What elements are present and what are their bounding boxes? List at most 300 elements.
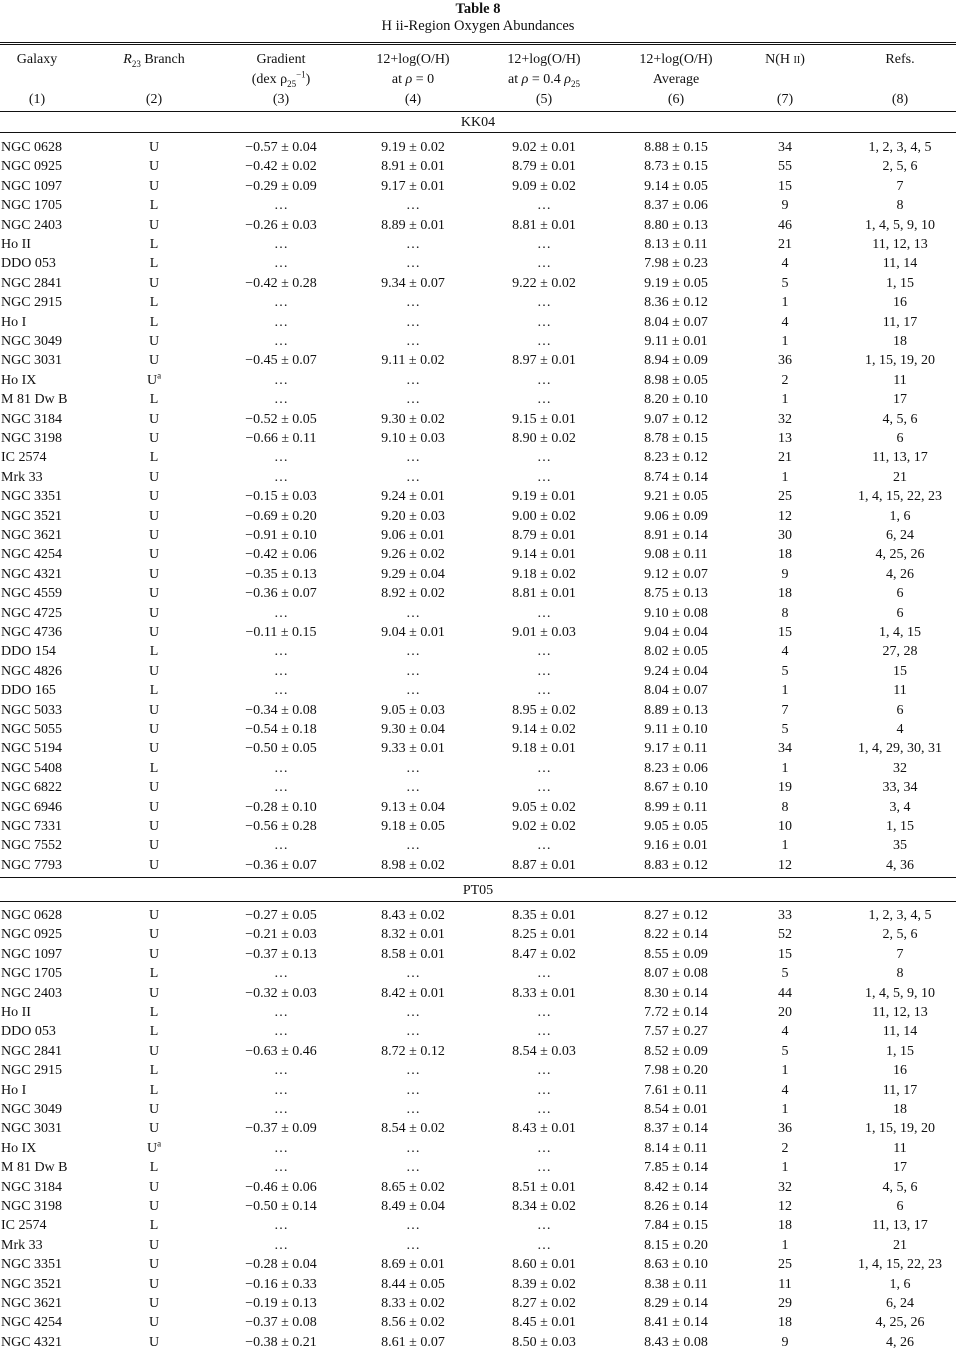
cell-oh-center: … (406, 1082, 420, 1098)
cell-refs: 2, 5, 6 (882, 159, 918, 175)
cell-oh-average: 9.19 ± 0.05 (644, 275, 708, 291)
cell-oh-center: … (406, 392, 420, 408)
cell-oh-center: 9.05 ± 0.03 (381, 702, 445, 718)
cell-galaxy: NGC 1705 (1, 966, 63, 982)
cell-refs: 8 (896, 198, 904, 214)
cell-galaxy: Ho II (1, 1005, 31, 1020)
cell-oh-04: 8.54 ± 0.03 (512, 1043, 576, 1059)
cell-n-hii: 5 (781, 966, 789, 982)
cell-oh-center: 8.72 ± 0.12 (381, 1043, 445, 1059)
cell-gradient: … (274, 372, 288, 388)
cell-oh-center: 8.91 ± 0.01 (381, 159, 445, 175)
cell-oh-04: 9.02 ± 0.01 (512, 140, 576, 155)
cell-oh-average: 8.74 ± 0.14 (644, 469, 708, 485)
cell-galaxy: NGC 1705 (1, 198, 63, 214)
cell-oh-average: 8.04 ± 0.07 (644, 683, 708, 699)
cell-oh-center: 9.04 ± 0.01 (381, 625, 445, 640)
table-row (0, 906, 956, 925)
cell-n-hii: 12 (778, 1199, 792, 1214)
cell-gradient: −0.50 ± 0.05 (245, 741, 317, 757)
cell-refs: 4, 25, 26 (875, 1315, 925, 1331)
cell-galaxy: NGC 4254 (1, 1315, 63, 1331)
cell-oh-04: 8.87 ± 0.01 (512, 857, 576, 873)
cell-refs: 1, 4, 5, 9, 10 (865, 985, 935, 1001)
cell-oh-center: 9.34 ± 0.07 (381, 275, 445, 291)
header-oh-04: 12+log(O/H) (507, 52, 581, 67)
cell-oh-center: 9.18 ± 0.05 (381, 819, 445, 834)
cell-gradient: −0.16 ± 0.33 (245, 1276, 317, 1292)
cell-galaxy: NGC 0628 (1, 908, 63, 923)
cell-oh-center: … (406, 663, 420, 679)
cell-branch: L (149, 1063, 159, 1079)
cell-n-hii: 12 (778, 508, 792, 524)
cell-oh-04: 8.50 ± 0.03 (512, 1334, 576, 1350)
cell-branch: U (148, 605, 160, 621)
table-row (0, 507, 956, 526)
cell-oh-center: … (406, 1063, 420, 1079)
table-row (0, 925, 956, 944)
cell-gradient: … (274, 683, 288, 699)
cell-oh-center: 9.33 ± 0.01 (381, 741, 445, 757)
table-row (0, 1081, 956, 1100)
cell-branch: L (149, 295, 159, 311)
cell-oh-average: 9.12 ± 0.07 (644, 566, 708, 582)
cell-refs: 16 (893, 295, 907, 311)
cell-oh-04: 8.45 ± 0.01 (512, 1315, 576, 1331)
cell-oh-average: 7.61 ± 0.11 (644, 1082, 708, 1098)
table-row (0, 964, 956, 983)
cell-refs: 18 (893, 334, 907, 349)
table-row (0, 681, 956, 700)
cell-gradient: −0.11 ± 0.15 (245, 625, 317, 640)
cell-oh-center: 9.30 ± 0.04 (381, 722, 445, 737)
cell-refs: 1, 4, 15, 22, 23 (858, 1257, 942, 1273)
cell-galaxy: NGC 2915 (1, 1063, 63, 1079)
header-oh-04-sub: at ρ = 0.4 $\rho_{25}$ (508, 72, 580, 89)
cell-oh-04: … (537, 450, 551, 466)
cell-refs: 11 (893, 683, 907, 699)
cell-galaxy: NGC 3049 (1, 1102, 63, 1117)
cell-galaxy: Ho I (1, 314, 27, 330)
table-row (0, 856, 956, 875)
cell-oh-04: 9.14 ± 0.01 (512, 547, 576, 563)
cell-gradient: … (274, 1063, 288, 1079)
cell-galaxy: NGC 7552 (1, 838, 63, 854)
cell-galaxy: NGC 3031 (1, 1121, 63, 1137)
table-row (0, 448, 956, 467)
cell-branch: U (148, 741, 160, 757)
table-row (0, 817, 956, 836)
cell-n-hii: 1 (781, 392, 789, 408)
cell-gradient: −0.36 ± 0.07 (245, 586, 317, 602)
cell-gradient: … (274, 198, 288, 214)
cell-oh-average: 8.41 ± 0.14 (644, 1315, 708, 1331)
cell-branch: U (148, 1276, 160, 1292)
cell-refs: 11, 13, 17 (872, 1218, 928, 1234)
cell-n-hii: 9 (781, 566, 789, 582)
table-row (0, 739, 956, 758)
cell-n-hii: 5 (781, 722, 789, 737)
cell-refs: 1, 2, 3, 4, 5 (868, 140, 932, 155)
cell-n-hii: 1 (781, 295, 789, 311)
cell-oh-04: … (537, 605, 551, 621)
cell-oh-center: 9.20 ± 0.03 (381, 508, 445, 524)
cell-n-hii: 46 (778, 217, 792, 233)
cell-gradient: … (274, 256, 288, 272)
cell-branch: U (148, 1199, 160, 1214)
cell-refs: 7 (896, 946, 904, 962)
cell-gradient: −0.28 ± 0.04 (245, 1257, 317, 1273)
cell-galaxy: NGC 2841 (1, 275, 63, 291)
header-num-1: (1) (28, 92, 46, 107)
header-branch: $R_{23}$ Branch (123, 52, 185, 69)
cell-refs: 4, 26 (886, 566, 914, 582)
cell-oh-average: 8.29 ± 0.14 (644, 1296, 708, 1311)
table-subtitle: H ii-Region Oxygen Abundances (381, 18, 575, 34)
cell-galaxy: IC 2574 (1, 450, 47, 466)
cell-refs: 32 (893, 760, 907, 776)
cell-oh-center: 8.61 ± 0.07 (381, 1334, 445, 1350)
cell-gradient: … (274, 1140, 288, 1156)
header-oh-center-sub: at ρ = 0 (391, 72, 435, 87)
cell-gradient: −0.91 ± 0.10 (245, 528, 317, 543)
cell-branch: U (148, 946, 160, 962)
table-row (0, 623, 956, 642)
cell-oh-average: 8.22 ± 0.14 (644, 927, 708, 943)
cell-galaxy: DDO 053 (1, 256, 56, 272)
cell-gradient: … (274, 334, 288, 349)
cell-oh-04: … (537, 838, 551, 854)
cell-oh-center: 9.29 ± 0.04 (381, 566, 445, 582)
cell-galaxy: NGC 3351 (1, 1257, 63, 1273)
cell-branch: U (148, 489, 160, 505)
cell-refs: 6, 24 (886, 528, 914, 543)
cell-galaxy: NGC 3521 (1, 1276, 63, 1292)
cell-galaxy: NGC 6946 (1, 799, 63, 815)
cell-n-hii: 4 (781, 256, 789, 272)
cell-gradient: −0.54 ± 0.18 (245, 722, 317, 737)
cell-n-hii: 1 (781, 683, 789, 699)
cell-oh-04: 9.14 ± 0.02 (512, 722, 576, 737)
cell-branch: U (148, 547, 160, 563)
cell-branch: U (148, 508, 160, 524)
cell-oh-average: 9.07 ± 0.12 (644, 411, 708, 427)
cell-gradient: … (274, 295, 288, 311)
cell-oh-04: 9.01 ± 0.03 (512, 625, 576, 640)
cell-oh-average: 8.14 ± 0.11 (644, 1140, 708, 1156)
cell-n-hii: 55 (778, 159, 792, 175)
cell-refs: 1, 4, 15, 22, 23 (858, 489, 942, 505)
cell-oh-center: 9.06 ± 0.01 (381, 528, 445, 543)
cell-refs: 6 (896, 1199, 904, 1214)
cell-refs: 4, 36 (886, 857, 914, 873)
cell-gradient: −0.57 ± 0.04 (245, 140, 317, 155)
cell-gradient: … (274, 644, 288, 660)
cell-oh-04: 8.60 ± 0.01 (512, 1257, 576, 1273)
table-row (0, 1275, 956, 1294)
cell-n-hii: 1 (781, 760, 789, 776)
cell-oh-center: … (406, 1237, 420, 1253)
cell-n-hii: 36 (778, 353, 792, 369)
cell-oh-04: 8.90 ± 0.02 (512, 431, 576, 446)
cell-oh-average: 8.88 ± 0.15 (644, 140, 708, 155)
cell-oh-average: 8.02 ± 0.05 (644, 644, 708, 660)
cell-branch: U (148, 908, 160, 923)
cell-oh-04: 8.51 ± 0.01 (512, 1179, 576, 1195)
cell-branch: U (148, 528, 160, 543)
cell-oh-center: … (406, 760, 420, 776)
table-row (0, 235, 956, 254)
cell-galaxy: IC 2574 (1, 1218, 47, 1234)
cell-branch: U (148, 178, 160, 194)
cell-galaxy: NGC 7793 (1, 857, 63, 873)
cell-branch: U (148, 985, 160, 1001)
cell-galaxy: DDO 053 (1, 1024, 56, 1040)
header-oh-avg-sub: Average (652, 72, 700, 87)
cell-oh-average: 9.16 ± 0.01 (644, 838, 708, 854)
cell-n-hii: 25 (778, 1257, 792, 1273)
cell-oh-04: … (537, 256, 551, 272)
cell-galaxy: NGC 2403 (1, 985, 63, 1001)
cell-refs: 6, 24 (886, 1296, 914, 1311)
cell-oh-04: … (537, 295, 551, 311)
cell-refs: 6 (896, 605, 904, 621)
cell-branch: U (148, 140, 160, 155)
cell-galaxy: NGC 3184 (1, 1179, 63, 1195)
cell-refs: 33, 34 (882, 780, 918, 796)
cell-n-hii: 36 (778, 1121, 792, 1137)
cell-refs: 11, 12, 13 (872, 1005, 928, 1020)
cell-oh-average: 8.67 ± 0.10 (644, 780, 708, 796)
header-rule (0, 111, 956, 112)
cell-branch: U (148, 799, 160, 815)
cell-oh-average: 8.27 ± 0.12 (644, 908, 708, 923)
cell-branch: L (149, 392, 159, 408)
cell-branch: U (148, 780, 160, 796)
cell-oh-center: 9.30 ± 0.02 (381, 411, 445, 427)
cell-oh-center: 9.17 ± 0.01 (381, 178, 445, 194)
cell-galaxy: NGC 0925 (1, 159, 63, 175)
table-row (0, 293, 956, 312)
cell-oh-04: 9.18 ± 0.01 (512, 741, 576, 757)
cell-oh-center: 8.65 ± 0.02 (381, 1179, 445, 1195)
cell-branch: U (148, 927, 160, 943)
cell-oh-average: 8.15 ± 0.20 (644, 1237, 708, 1253)
cell-oh-04: 9.18 ± 0.02 (512, 566, 576, 582)
cell-n-hii: 8 (781, 605, 789, 621)
cell-n-hii: 34 (778, 741, 792, 757)
cell-branch: U (148, 1121, 160, 1137)
cell-branch: L (149, 314, 159, 330)
cell-n-hii: 21 (778, 237, 792, 252)
cell-oh-center: 8.32 ± 0.01 (381, 927, 445, 943)
cell-n-hii: 1 (781, 469, 789, 485)
table-row (0, 1003, 956, 1022)
cell-branch: $U^a$ (146, 370, 162, 388)
cell-refs: 11, 14 (882, 1024, 918, 1040)
header-gradient-unit: (dex $\rho_{25}^{-1}$) (251, 69, 311, 89)
table-row (0, 196, 956, 215)
cell-gradient: −0.37 ± 0.09 (245, 1121, 317, 1137)
table-row (0, 332, 956, 351)
cell-oh-center: … (406, 1160, 420, 1176)
table-row (0, 701, 956, 720)
cell-branch: L (149, 644, 159, 660)
cell-galaxy: M 81 Dw B (1, 392, 68, 408)
header-num-5: (5) (535, 92, 553, 107)
cell-oh-04: … (537, 314, 551, 330)
cell-refs: 1, 15, 19, 20 (865, 353, 935, 369)
cell-refs: 15 (893, 663, 907, 679)
cell-n-hii: 2 (781, 1140, 789, 1156)
cell-n-hii: 5 (781, 275, 789, 291)
cell-oh-average: 8.13 ± 0.11 (644, 237, 708, 252)
cell-gradient: −0.15 ± 0.03 (245, 489, 317, 505)
cell-oh-center: 8.56 ± 0.02 (381, 1315, 445, 1331)
cell-oh-average: 8.04 ± 0.07 (644, 314, 708, 330)
table-row (0, 313, 956, 332)
cell-galaxy: NGC 2403 (1, 217, 63, 233)
cell-oh-average: 8.07 ± 0.08 (644, 966, 708, 982)
table-row (0, 759, 956, 778)
cell-oh-04: 9.19 ± 0.01 (512, 489, 576, 505)
cell-branch: L (149, 1024, 159, 1040)
cell-gradient: −0.32 ± 0.03 (245, 985, 317, 1001)
cell-oh-center: 9.13 ± 0.04 (381, 799, 445, 815)
cell-refs: 27, 28 (882, 644, 918, 660)
cell-branch: U (148, 722, 160, 737)
cell-n-hii: 15 (778, 946, 792, 962)
cell-galaxy: NGC 3198 (1, 431, 63, 446)
table-row (0, 778, 956, 797)
cell-galaxy: NGC 5194 (1, 741, 63, 757)
cell-oh-04: … (537, 1063, 551, 1079)
cell-oh-center: … (406, 1024, 420, 1040)
cell-oh-average: 8.98 ± 0.05 (644, 372, 708, 388)
cell-oh-average: 8.37 ± 0.14 (644, 1121, 708, 1137)
cell-galaxy: NGC 4559 (1, 586, 63, 602)
table-row (0, 720, 956, 739)
cell-gradient: −0.19 ± 0.13 (245, 1296, 317, 1311)
cell-refs: 1, 15 (886, 819, 914, 834)
table-caption (0, 0, 956, 35)
cell-oh-04: … (537, 644, 551, 660)
cell-galaxy: NGC 7331 (1, 819, 63, 834)
header-num-8: (8) (891, 92, 909, 107)
cell-galaxy: DDO 154 (1, 644, 56, 660)
cell-oh-average: 8.20 ± 0.10 (644, 392, 708, 408)
cell-oh-04: 8.81 ± 0.01 (512, 586, 576, 602)
cell-branch: U (148, 857, 160, 873)
cell-galaxy: NGC 5033 (1, 702, 63, 718)
cell-n-hii: 4 (781, 1082, 789, 1098)
cell-refs: 1, 2, 3, 4, 5 (868, 908, 932, 923)
cell-gradient: … (274, 1102, 288, 1117)
cell-gradient: −0.52 ± 0.05 (245, 411, 317, 427)
cell-galaxy: Ho IX (1, 372, 37, 388)
cell-n-hii: 1 (781, 1160, 789, 1176)
top-rule-double (0, 44, 956, 45)
cell-n-hii: 33 (778, 908, 792, 923)
cell-n-hii: 13 (778, 431, 792, 446)
header-num-4: (4) (404, 92, 422, 107)
cell-n-hii: 9 (781, 1334, 789, 1350)
cell-n-hii: 8 (781, 799, 789, 815)
cell-oh-04: 8.34 ± 0.02 (512, 1199, 576, 1214)
cell-oh-center: … (406, 450, 420, 466)
cell-oh-average: 7.98 ± 0.20 (644, 1063, 708, 1079)
cell-oh-04: 8.35 ± 0.01 (512, 908, 576, 923)
cell-branch: L (149, 450, 159, 466)
table-row (0, 984, 956, 1003)
table-row (0, 642, 956, 661)
cell-gradient: … (274, 450, 288, 466)
cell-galaxy: Ho II (1, 237, 31, 252)
cell-refs: 11, 17 (882, 314, 918, 330)
cell-oh-center: … (406, 605, 420, 621)
cell-galaxy: NGC 3049 (1, 334, 63, 349)
table-row (0, 1119, 956, 1138)
cell-oh-center: … (406, 334, 420, 349)
table-row (0, 1158, 956, 1177)
cell-galaxy: Mrk 33 (1, 1237, 43, 1253)
cell-oh-04: … (537, 1160, 551, 1176)
cell-branch: U (148, 1237, 160, 1253)
table-row (0, 1042, 956, 1061)
cell-oh-center: 8.89 ± 0.01 (381, 217, 445, 233)
table-row (0, 410, 956, 429)
cell-gradient: … (274, 966, 288, 982)
cell-galaxy: NGC 1097 (1, 946, 63, 962)
cell-n-hii: 52 (778, 927, 792, 943)
cell-gradient: … (274, 1024, 288, 1040)
section-separator-rule (0, 877, 956, 878)
cell-oh-04: 8.79 ± 0.01 (512, 528, 576, 543)
cell-galaxy: NGC 3621 (1, 528, 63, 543)
table-row (0, 487, 956, 506)
cell-galaxy: NGC 4321 (1, 566, 63, 582)
cell-oh-04: … (537, 1237, 551, 1253)
cell-oh-04: … (537, 372, 551, 388)
section-label: KK04 (460, 115, 496, 130)
cell-gradient: −0.29 ± 0.09 (245, 178, 317, 194)
cell-gradient: −0.37 ± 0.13 (245, 946, 317, 962)
cell-galaxy: DDO 165 (1, 683, 56, 699)
cell-oh-average: 8.37 ± 0.06 (644, 198, 708, 214)
cell-oh-average: 8.23 ± 0.12 (644, 450, 708, 466)
cell-n-hii: 32 (778, 1179, 792, 1195)
cell-oh-average: 8.80 ± 0.13 (644, 217, 708, 233)
cell-gradient: … (274, 1160, 288, 1176)
cell-branch: U (148, 275, 160, 291)
cell-galaxy: NGC 4254 (1, 547, 63, 563)
cell-oh-04: … (537, 1024, 551, 1040)
cell-oh-center: 9.11 ± 0.02 (381, 353, 445, 369)
header-num-3: (3) (272, 92, 290, 107)
cell-oh-04: … (537, 1102, 551, 1117)
cell-branch: L (149, 1218, 159, 1234)
header-oh-center: 12+log(O/H) (376, 52, 450, 67)
cell-branch: L (149, 1005, 159, 1020)
cell-refs: 1, 4, 29, 30, 31 (858, 741, 942, 757)
table-row (0, 1197, 956, 1216)
cell-oh-average: 9.08 ± 0.11 (644, 547, 708, 563)
cell-branch: U (148, 411, 160, 427)
cell-n-hii: 18 (778, 547, 792, 563)
table-row (0, 1022, 956, 1041)
cell-n-hii: 5 (781, 663, 789, 679)
cell-oh-average: 8.89 ± 0.13 (644, 702, 708, 718)
